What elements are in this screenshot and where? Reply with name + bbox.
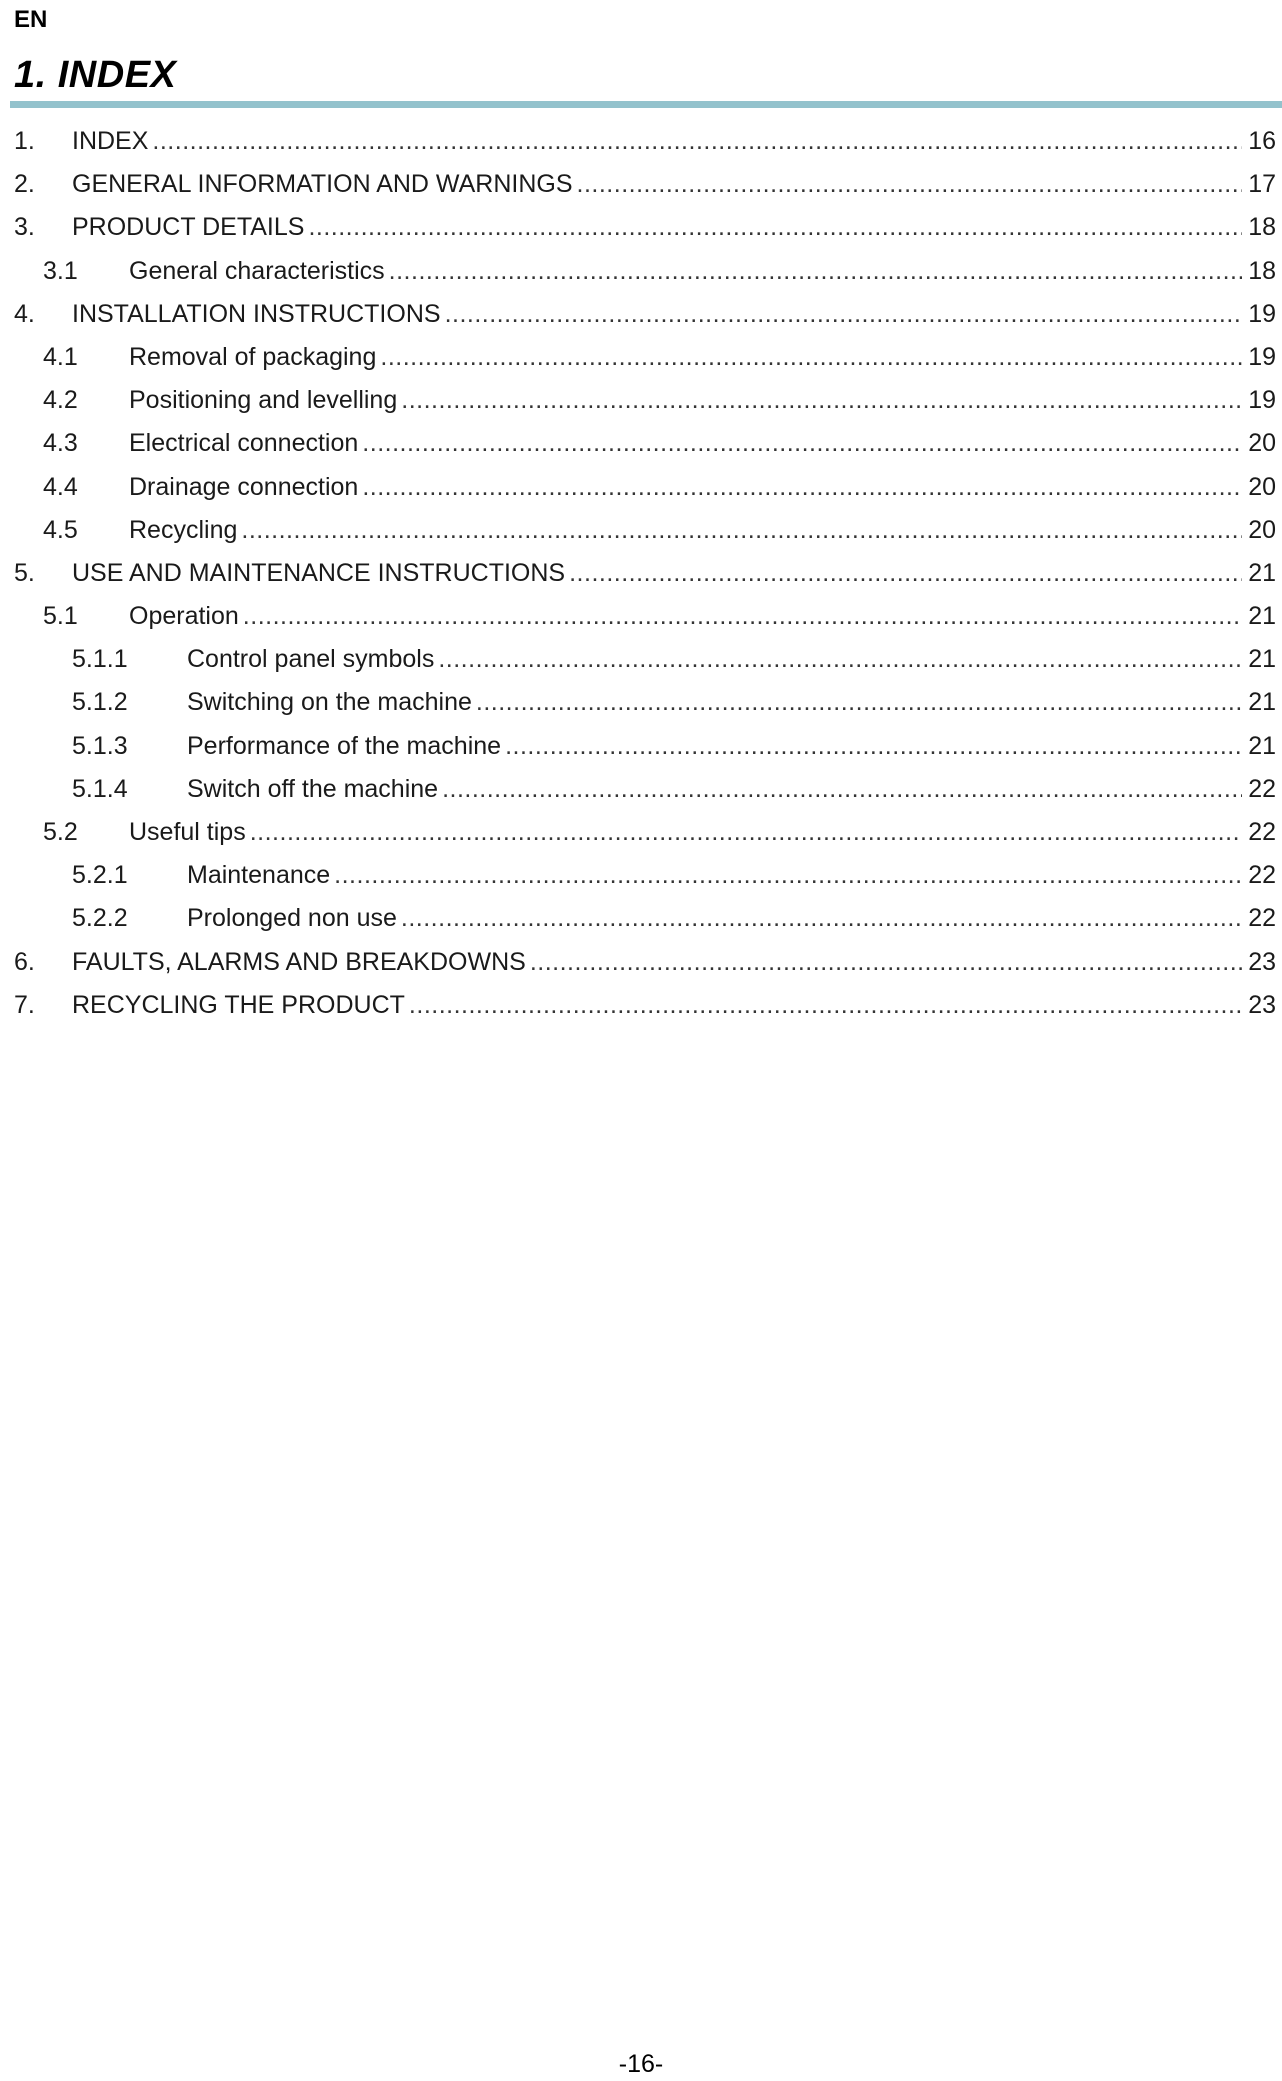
toc-entry-label: Drainage connection <box>129 472 359 501</box>
toc-entry-page: 22 <box>1248 818 1276 846</box>
toc-entry-page: 18 <box>1248 256 1276 285</box>
toc-entry[interactable] <box>0 336 1282 379</box>
toc-entry[interactable] <box>0 422 1282 465</box>
toc-entry-number: 5. <box>14 558 35 587</box>
toc-entry-number: 4.2 <box>43 386 78 415</box>
dot-leader <box>401 379 1242 422</box>
toc-entry[interactable] <box>0 466 1282 509</box>
toc-entry-number: 5.2.2 <box>72 904 128 933</box>
dot-leader <box>243 595 1242 638</box>
table-of-contents <box>0 120 1282 1027</box>
toc-entry-label: INDEX <box>72 127 149 155</box>
toc-entry[interactable] <box>0 941 1282 984</box>
toc-entry-page: 20 <box>1248 515 1276 544</box>
toc-entry-label: Maintenance <box>187 861 331 890</box>
toc-entry[interactable] <box>0 379 1282 422</box>
toc-entry[interactable] <box>0 681 1282 724</box>
toc-entry-number: 5.2 <box>43 818 78 846</box>
toc-entry-label: Removal of packaging <box>129 342 377 371</box>
dot-leader <box>476 681 1242 724</box>
toc-entry-label: GENERAL INFORMATION AND WARNINGS <box>72 170 573 199</box>
dot-leader <box>401 897 1242 940</box>
dot-leader <box>362 466 1242 509</box>
dot-leader <box>530 941 1242 984</box>
toc-entry-page: 21 <box>1248 645 1276 674</box>
toc-entry-label: PRODUCT DETAILS <box>72 213 305 242</box>
dot-leader <box>409 984 1242 1027</box>
toc-entry[interactable] <box>0 552 1282 595</box>
dot-leader <box>505 725 1242 768</box>
toc-entry-page: 19 <box>1248 342 1276 371</box>
toc-entry-number: 1. <box>14 127 35 155</box>
toc-entry-number: 4.3 <box>43 429 78 458</box>
toc-entry-number: 4.1 <box>43 342 78 371</box>
page-title: 1. INDEX <box>14 54 177 96</box>
toc-entry[interactable] <box>0 293 1282 336</box>
toc-entry-page: 23 <box>1248 947 1276 976</box>
toc-entry-label: Performance of the machine <box>187 731 502 760</box>
toc-entry[interactable] <box>0 163 1282 206</box>
toc-entry-page: 22 <box>1248 904 1276 933</box>
toc-entry-number: 5.1.4 <box>72 774 128 803</box>
toc-entry-page: 22 <box>1248 774 1276 803</box>
toc-entry-number: 5.1.2 <box>72 688 128 717</box>
toc-entry-label: Operation <box>129 602 239 631</box>
dot-leader <box>152 120 1242 163</box>
toc-entry[interactable] <box>0 206 1282 249</box>
language-code: EN <box>14 6 48 33</box>
dot-leader <box>389 250 1243 293</box>
toc-entry-page: 21 <box>1248 731 1276 760</box>
toc-entry-page: 21 <box>1248 558 1276 587</box>
toc-entry-page: 18 <box>1248 213 1276 242</box>
toc-entry-number: 5.1 <box>43 602 78 631</box>
toc-entry[interactable] <box>0 638 1282 681</box>
toc-entry-label: USE AND MAINTENANCE INSTRUCTIONS <box>72 558 566 587</box>
toc-entry-page: 23 <box>1248 990 1276 1019</box>
toc-entry-number: 2. <box>14 170 35 199</box>
dot-leader <box>334 854 1242 897</box>
toc-entry-label: General characteristics <box>129 256 385 285</box>
toc-entry-number: 7. <box>14 990 35 1019</box>
title-divider <box>10 101 1282 108</box>
dot-leader <box>445 293 1243 336</box>
toc-entry[interactable] <box>0 725 1282 768</box>
toc-entry-page: 22 <box>1248 861 1276 890</box>
toc-entry-number: 4. <box>14 299 35 328</box>
dot-leader <box>308 206 1242 249</box>
toc-entry-label: Recycling <box>129 515 238 544</box>
toc-entry-label: Prolonged non use <box>187 904 397 933</box>
toc-entry-label: Electrical connection <box>129 429 359 458</box>
dot-leader <box>362 422 1242 465</box>
toc-entry-label: Useful tips <box>129 818 246 846</box>
toc-entry-label: RECYCLING THE PRODUCT <box>72 990 405 1019</box>
toc-entry-label: Control panel symbols <box>187 645 435 674</box>
dot-leader <box>250 811 1242 854</box>
toc-entry-label: INSTALLATION INSTRUCTIONS <box>72 299 441 328</box>
toc-entry-number: 5.1.3 <box>72 731 128 760</box>
toc-entry-label: Switch off the machine <box>187 774 439 803</box>
toc-entry-page: 20 <box>1248 472 1276 501</box>
toc-entry-page: 21 <box>1248 688 1276 717</box>
toc-entry[interactable] <box>0 250 1282 293</box>
toc-entry-page: 19 <box>1248 386 1276 415</box>
dot-leader <box>569 552 1242 595</box>
toc-entry[interactable] <box>0 984 1282 1027</box>
toc-entry[interactable] <box>0 811 1282 854</box>
toc-entry-number: 4.5 <box>43 515 78 544</box>
dot-leader <box>241 509 1242 552</box>
toc-entry[interactable] <box>0 897 1282 940</box>
toc-entry[interactable] <box>0 854 1282 897</box>
toc-entry-number: 3. <box>14 213 35 242</box>
toc-entry-number: 5.2.1 <box>72 861 128 890</box>
toc-entry[interactable] <box>0 120 1282 163</box>
toc-entry-label: Positioning and levelling <box>129 386 398 415</box>
toc-entry-page: 17 <box>1248 170 1276 199</box>
dot-leader <box>577 163 1243 206</box>
toc-entry-page: 19 <box>1248 299 1276 328</box>
toc-entry-number: 4.4 <box>43 472 78 501</box>
dot-leader <box>442 768 1242 811</box>
toc-entry-number: 3.1 <box>43 256 78 285</box>
dot-leader <box>380 336 1242 379</box>
toc-entry-label: FAULTS, ALARMS AND BREAKDOWNS <box>72 947 526 976</box>
toc-entry[interactable] <box>0 768 1282 811</box>
toc-entry-number: 6. <box>14 947 35 976</box>
page-number: -16- <box>618 2050 664 2078</box>
toc-entry-number: 5.1.1 <box>72 645 128 674</box>
dot-leader <box>438 638 1242 681</box>
toc-entry-label: Switching on the machine <box>187 688 472 717</box>
toc-entry-page: 21 <box>1248 602 1276 631</box>
toc-entry-page: 20 <box>1248 429 1276 458</box>
toc-entry[interactable] <box>0 509 1282 552</box>
toc-entry[interactable] <box>0 595 1282 638</box>
toc-entry-page: 16 <box>1248 127 1276 155</box>
